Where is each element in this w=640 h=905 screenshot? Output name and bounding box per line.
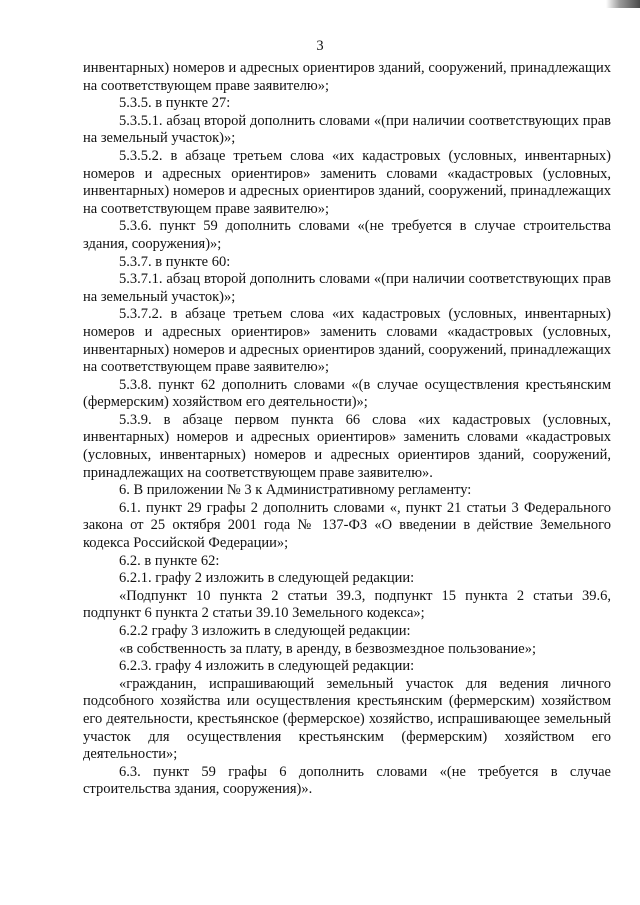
paragraph: 6.2.1. графу 2 изложить в следующей редакции:: [119, 570, 415, 587]
paragraph: 6.3. пункт 59 графы 6 дополнить словами «(не требуется в случае строительства здания, сооружения)».: [83, 763, 611, 798]
paragraph: «гражданин, испрашивающий земельный участок для ведения личного подсобного хозяйства или осуществления крестьянским (фермерским) хозяйством его деятельности, крестьянское (фермерское) хозяйство, испрашивающее земельный участок для осуществления крестьянским (фермерским) хозяйством его деятельности»;: [83, 675, 611, 763]
paragraph: 5.3.9. в абзаце первом пункта 66 слова «их кадастровых (условных, инвентарных) номеров и адресных ориентиров» заменить словами «кадастровых (условных, инвентарных) номеров и адресных ориентиров зданий, сооружений, принадлежащих на соответствующем праве заявителю».: [83, 411, 611, 481]
document-body: [83, 60, 611, 799]
paragraph: 5.3.7.1. абзац второй дополнить словами «(при наличии соответствующих прав на земельный участок)»;: [83, 271, 611, 305]
paragraph: «Подпункт 10 пункта 2 статьи 39.3, подпункт 15 пункта 2 статьи 39.6, подпункт 6 пункта 2 статьи 39.10 Земельного кодекса»;: [83, 587, 611, 622]
paragraph: 5.3.5.1. абзац второй дополнить словами «(при наличии соответствующих прав на земельный участок)»;: [83, 112, 611, 147]
paragraph: «в собственность за плату, в аренду, в безвозмездное пользование»;: [119, 640, 536, 657]
paragraph: 6.2. в пункте 62:: [119, 552, 220, 569]
paragraph: 5.3.5. в пункте 27:: [119, 95, 231, 112]
paragraph: 5.3.5.2. в абзаце третьем слова «их кадастровых (условных, инвентарных) номеров и адресных ориентиров» заменить словами «кадастровых (условных, инвентарных) номеров и адресных ориентиров зданий, сооружений, принадлежащих на соответствующем праве заявителю»;: [83, 147, 611, 217]
paragraph: 6. В приложении № 3 к Административному регламенту:: [119, 482, 472, 499]
paragraph: 6.2.3. графу 4 изложить в следующей редакции:: [119, 658, 415, 675]
scan-edge-mark: [606, 0, 640, 8]
page-number: 3: [316, 38, 324, 54]
paragraph: 5.3.7.2. в абзаце третьем слова «их кадастровых (условных, инвентарных) номеров и адресных ориентиров» заменить словами «кадастровых (условных, инвентарных) номеров и адресных ориентиров зданий, сооружений, принадлежащих на соответствующем праве заявителю»;: [83, 306, 611, 376]
paragraph: 6.2.2 графу 3 изложить в следующей редакции:: [119, 623, 411, 639]
paragraph: 5.3.7. в пункте 60:: [119, 253, 231, 270]
paragraph: инвентарных) номеров и адресных ориентиров зданий, сооружений, принадлежащих на соответствующем праве заявителю»;: [83, 60, 611, 94]
paragraph: 6.1. пункт 29 графы 2 дополнить словами «, пункт 21 статьи 3 Федерального закона от 25 октября 2001 года № 137-ФЗ «О введении в действие Земельного кодекса Российской Федерации»;: [83, 499, 611, 552]
paragraph: 5.3.8. пункт 62 дополнить словами «(в случае осуществления крестьянским (фермерским) хозяйством его деятельности)»;: [83, 376, 611, 411]
paragraph: 5.3.6. пункт 59 дополнить словами «(не требуется в случае строительства здания, сооружения)»;: [83, 218, 611, 252]
